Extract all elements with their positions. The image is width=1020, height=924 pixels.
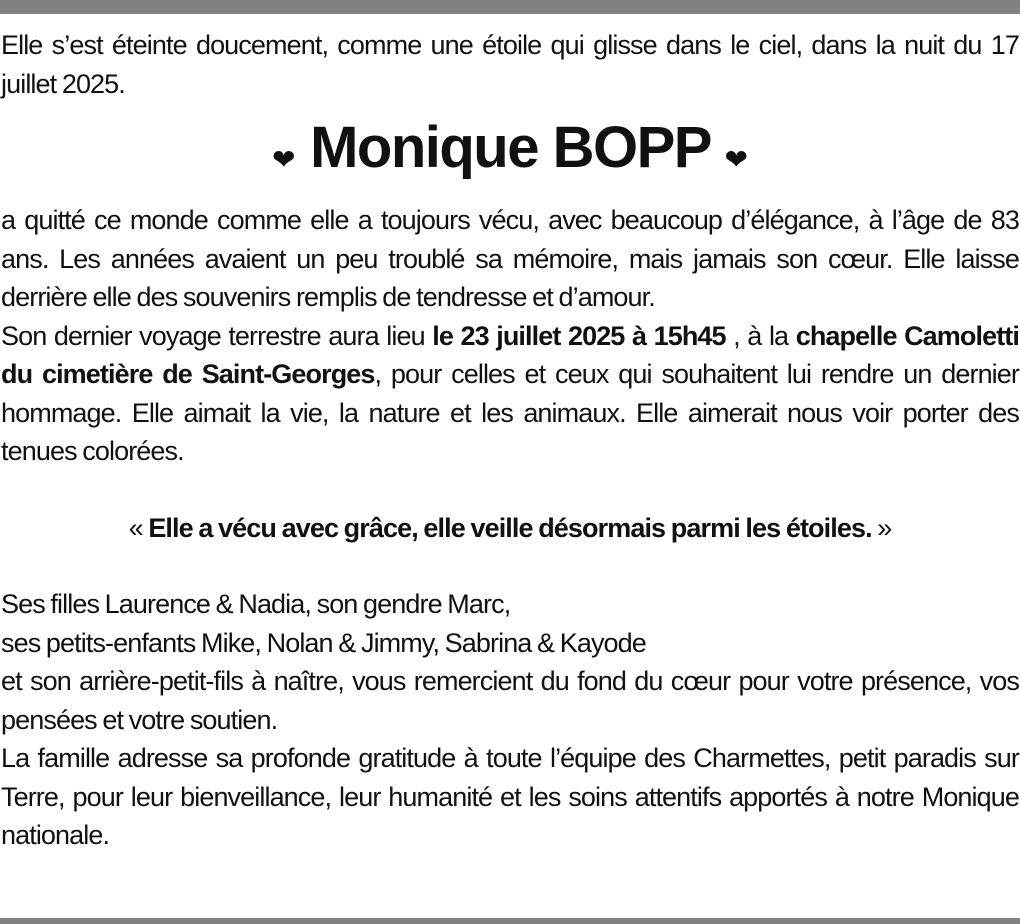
quote-close-mark: » xyxy=(871,512,892,543)
top-rule xyxy=(0,0,1020,14)
ceremony-text: , pour celles et ceux qui souhaitent lui rendre un dernier hommage. Elle aimait la vie, la nature et les animaux. Elle aimerait nous voir porter des tenues colorées. xyxy=(1,359,1019,466)
deceased-name-heading xyxy=(1,115,1019,189)
ceremony-place: chapelle Camoletti du cimetière de Saint-Georges xyxy=(1,320,1019,389)
intro-paragraph: Elle s’est éteinte doucement, comme une étoile qui glisse dans le ciel, dans la nuit du 17 juillet 2025. xyxy=(1,30,1019,99)
heart-icon: ❤ xyxy=(724,144,749,175)
quote-text: Elle a vécu avec grâce, elle veille désormais parmi les étoiles. xyxy=(148,512,872,543)
deceased-name: Monique BOPP xyxy=(310,115,710,180)
bottom-rule xyxy=(0,918,1020,924)
quote-open-mark: « xyxy=(128,512,149,543)
heart-icon: ❤ xyxy=(271,144,296,175)
ceremony-text: Son dernier voyage terrestre aura lieu xyxy=(1,320,433,351)
life-paragraph: a quitté ce monde comme elle a toujours vécu, avec beaucoup d’élégance, à l’âge de 83 ans. Les années avaient un peu troublé sa mémoire, mais jamais son cœur. Elle laisse derrière elle des souvenirs remplis de tendresse et d’amour. xyxy=(1,205,1019,312)
family-gratitude-paragraph: La famille adresse sa profonde gratitude à toute l’équipe des Charmettes, petit paradis sur Terre, pour leur bienveillance, leur humanité et les soins attentifs apportés à notre Monique nationale. xyxy=(1,743,1019,850)
ceremony-paragraph xyxy=(1,317,1019,471)
family-thanks-paragraph: et son arrière-petit-fils à naître, vous remercient du fond du cœur pour votre présence, vos pensées et votre soutien. xyxy=(1,666,1019,735)
ceremony-text: , à la xyxy=(725,320,796,351)
quote xyxy=(1,509,1019,548)
obituary-notice xyxy=(1,26,1019,855)
family-line-daughters: Ses filles Laurence & Nadia, son gendre Marc, xyxy=(1,589,511,619)
ceremony-date-time: le 23 juillet 2025 à 15h45 xyxy=(432,320,726,351)
family-line-grandchildren: ses petits-enfants Mike, Nolan & Jimmy, Sabrina & Kayode xyxy=(1,627,646,658)
